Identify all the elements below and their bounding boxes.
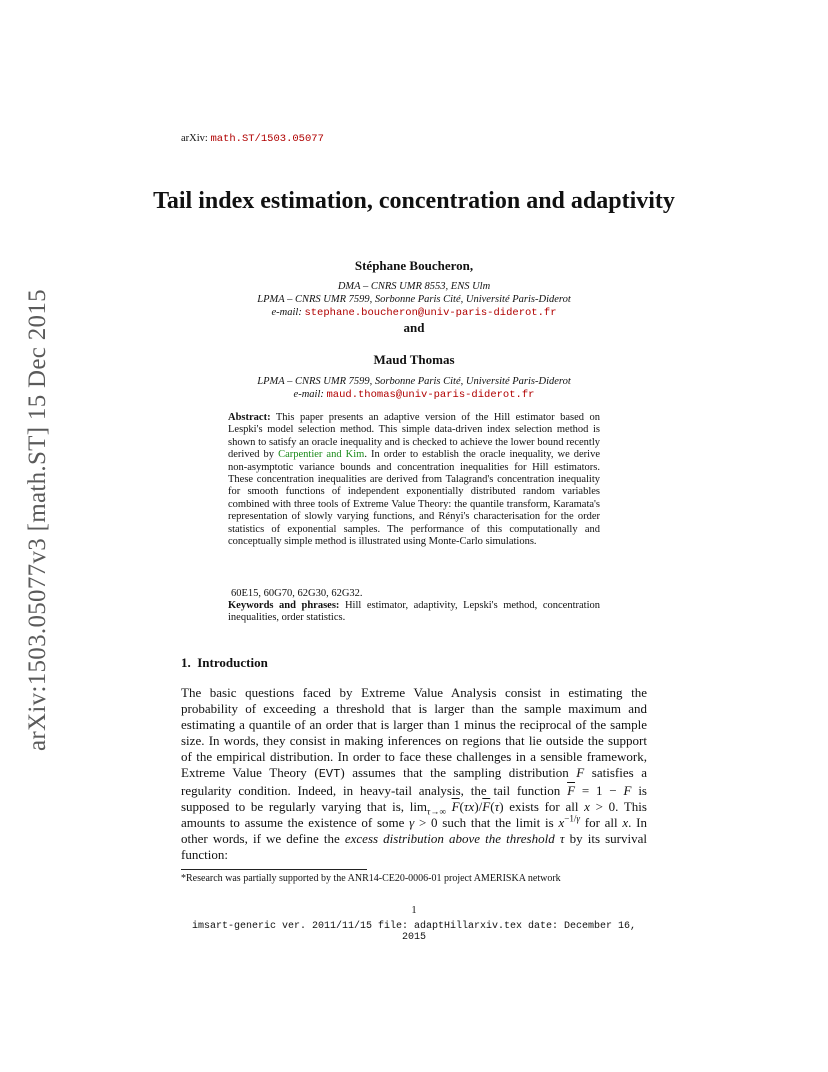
- imsart-footer: imsart-generic ver. 2011/11/15 file: adaptHillarxiv.tex date: December 16, 2015: [191, 921, 637, 943]
- keywords-text: Hill estimator, adaptivity, Lepski's method, concentration inequalities, order statistics.: [228, 600, 600, 624]
- footnote: *Research was partially supported by the ANR14-CE20-0006-01 project AMERISKA network: [181, 873, 561, 884]
- author2-email-link[interactable]: maud.thomas@univ-paris-diderot.fr: [326, 389, 535, 401]
- paper-title: Tail index estimation, concentration and adaptivity: [153, 188, 675, 214]
- author2-name: Maud Thomas: [373, 352, 455, 367]
- intro-text: exists for all: [503, 798, 585, 814]
- arxiv-header: [181, 133, 324, 145]
- abstract-text-2: . In order to establish the oracle inequality, we derive non-asymptotic variance bounds and concentration inequalities for Hill estimators. These concentration inequalities are derived from Talagrand's concentration inequality for smooth functions of independent exponentially distributed random variables combined with three tools of Extreme Value Theory: the quantile transform, Karamata's representation of slowly varying functions, and Rényi's characterisation for the order statistics of exponential samples. The performance of this computationally and conceptually simple method is illustrated using Monte-Carlo simulations.: [228, 449, 601, 548]
- header-prefix: arXiv:: [181, 133, 211, 144]
- author1-affil1: DMA – CNRS UMR 8553, ENS Ulm: [337, 281, 491, 292]
- header-arxiv-link[interactable]: math.ST/1503.05077: [210, 133, 324, 145]
- intro-text: The basic questions faced by Extreme Value Analysis consist in estimating the probability of exceeding a threshold that is larger than the sample maximum and estimating a quantile of an order that is larger than 1 minus the reciprocal of the sample size. In words, they consist in making inferences on regions that lie outside the support of the empirical distribution. In order to face these challenges in a sensible framework, Extreme Value Theory (: [181, 685, 647, 781]
- page-number: 1: [411, 905, 417, 916]
- author1-email-label: e-mail:: [271, 307, 305, 318]
- keywords: [228, 600, 600, 625]
- intro-text: . This amounts to assume the existence of some: [181, 798, 647, 830]
- evt-acronym: EVT: [318, 767, 341, 782]
- abstract: [228, 412, 600, 548]
- author1-email-line: [170, 306, 658, 320]
- arxiv-sidebar-stamp: arXiv:1503.05077v3 [math.ST] 15 Dec 2015: [24, 289, 51, 751]
- section-title: Introduction: [197, 655, 268, 670]
- msc-codes: 60E15, 60G70, 62G30, 62G32.: [231, 588, 363, 599]
- intro-text: for all: [580, 814, 623, 830]
- intro-paragraph: The basic questions faced by Extreme Value Analysis consist in estimating the probability of exceeding a threshold that is larger than the sample maximum and estimating a quantile of an order that is larger than 1 minus the reciprocal of the sample size. In words, they consist in making inferences on regions that lie outside the support of the empirical distribution. In order to face these challenges in a sensible framework, Extreme Value Theory (EVT) assumes that the sampling distribution F satisfies a regularity condition. Indeed, in heavy-tail analysis, the tail function $\overline{F} = 1 - F$ is supposed to be regularly varying that is, $\lim_{\tau\to\infty} \overline{F}(\tau x)/\overline{F}(\tau)$ exists for all x > 0. This amounts to assume the existence of some γ > 0 such that the limit is $x^{-1/\gamma}$ for all x. In other words, if we define the excess distribution above the threshold τ by its survival function:: [181, 685, 647, 862]
- footnote-rule: [181, 869, 367, 870]
- author2-affil: LPMA – CNRS UMR 7599, Sorbonne Paris Cité, Université Paris-Diderot: [257, 376, 571, 387]
- author1-email-link[interactable]: stephane.boucheron@univ-paris-diderot.fr: [304, 307, 557, 319]
- section-heading: [181, 655, 268, 671]
- intro-text: by its survival function:: [181, 830, 647, 862]
- abstract-label: Abstract:: [228, 412, 271, 423]
- intro-text: is supposed to be regularly varying that is,: [181, 782, 647, 814]
- author2-email-line: [170, 388, 658, 402]
- keywords-label: Keywords and phrases:: [228, 600, 340, 611]
- intro-text: satisfies a regularity condition. Indeed, in heavy-tail analysis, the tail function: [181, 765, 647, 798]
- author2-email-label: e-mail:: [293, 389, 327, 400]
- intro-text: . In other words, if we define the: [181, 814, 647, 846]
- abstract-text-1: This paper presents an adaptive version of the Hill estimator based on Lespki's model selection method. This simple data-driven index selection method is shown to satisfy an oracle inequality and is checked to achieve the lower bound recently derived by: [228, 412, 600, 461]
- intro-text: ) assumes that the sampling distribution: [340, 765, 577, 781]
- section-number: 1.: [181, 655, 191, 670]
- intro-text: such that the limit is: [437, 814, 559, 830]
- author1-name: Stéphane Boucheron,: [354, 258, 474, 273]
- emphasis-text: excess distribution above the threshold: [344, 830, 555, 846]
- author1-affil2: LPMA – CNRS UMR 7599, Sorbonne Paris Cité, Université Paris-Diderot: [257, 294, 571, 305]
- and-separator: and: [403, 320, 425, 335]
- citation-link[interactable]: Carpentier and Kim: [278, 449, 365, 461]
